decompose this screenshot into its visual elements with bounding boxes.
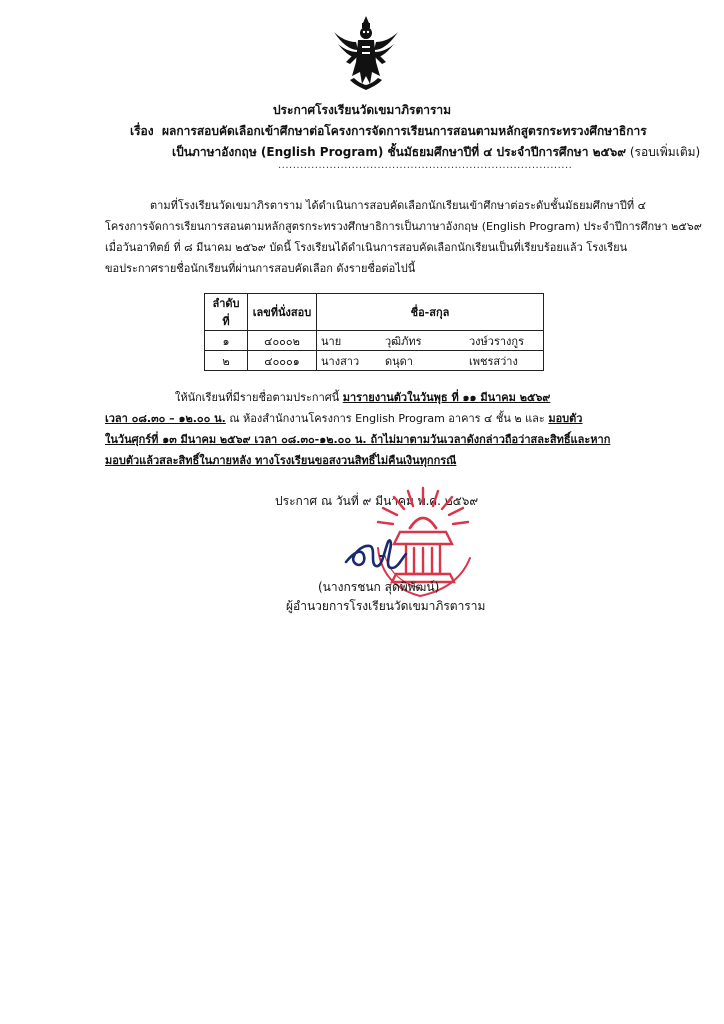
- notice-line-1: [175, 388, 550, 406]
- subject-line-1: [130, 122, 647, 141]
- notice-line-3: ในวันศุกร์ที่ ๑๓ มีนาคม ๒๕๖๙ เวลา ๐๘.๓๐-๑๒.๐๐ น. ถ้าไม่มาตามวันเวลาดังกล่าวถือว่าสละสิทธิ์และหาก: [105, 433, 611, 446]
- header-seat: เลขที่นั่งสอบ: [248, 294, 317, 331]
- row-fullname: [317, 331, 544, 351]
- notice-line-2: [105, 409, 583, 427]
- subject-text-2: เป็นภาษาอังกฤษ (English Program) ชั้นมัธยมศึกษาปีที่ ๔ ประจำปีการศึกษา ๒๕๖๙: [172, 145, 627, 159]
- row-order: ๒: [205, 351, 248, 371]
- row-prefix: นาย: [321, 334, 342, 348]
- garuda-emblem-icon: [332, 14, 400, 92]
- row-last-name: เพชรสว่าง: [469, 354, 518, 368]
- table-row: [205, 351, 544, 371]
- announcement-title: ประกาศโรงเรียนวัดเขมาภิรตาราม: [272, 103, 452, 117]
- subject-suffix: (รอบเพิ่มเติม): [629, 145, 701, 159]
- row-first-name: วุฒิภัทร: [385, 334, 422, 348]
- paragraph-line-1: ตามที่โรงเรียนวัดเขมาภิรตาราม ได้ดำเนินการสอบคัดเลือกนักเรียนเข้าศึกษาต่อระดับชั้นมัธยมศึกษาปีที่ ๔: [150, 199, 646, 212]
- separator-dots: ................................................................................: [278, 160, 573, 171]
- notice-line-2-bold: เวลา ๐๘.๓๐ – ๑๒.๐๐ น.: [105, 412, 226, 425]
- row-fullname: [317, 351, 544, 371]
- row-order: ๑: [205, 331, 248, 351]
- paragraph-line-3: เมื่อวันอาทิตย์ ที่ ๘ มีนาคม ๒๕๖๙ บัดนี้ โรงเรียนได้ดำเนินการสอบคัดเลือกนักเรียนเป็นที่เรียบร้อยแล้ว โรงเรียน: [105, 241, 628, 254]
- notice-line-1-plain: ให้นักเรียนที่มีรายชื่อตามประกาศนี้: [175, 391, 340, 404]
- signature-icon: [340, 532, 418, 574]
- subject-prefix: เรื่อง: [130, 124, 154, 138]
- row-seat: ๔๐๐๐๒: [248, 331, 317, 351]
- results-table: [204, 293, 544, 371]
- row-last-name: วงษ์วรางกูร: [469, 334, 524, 348]
- subject-text-1: ผลการสอบคัดเลือกเข้าศึกษาต่อโครงการจัดการเรียนการสอนตามหลักสูตรกระทรวงศึกษาธิการ: [161, 124, 647, 138]
- header-name: ชื่อ-สกุล: [317, 294, 544, 331]
- table-row: [205, 331, 544, 351]
- header-order: ลำดับที่: [205, 294, 248, 331]
- notice-line-1-bold: มารายงานตัวในวันพุธ ที่ ๑๑ มีนาคม ๒๕๖๙: [342, 391, 551, 404]
- table-header-row: [205, 294, 544, 331]
- paragraph-line-4: ขอประกาศรายชื่อนักเรียนที่ผ่านการสอบคัดเลือก ดังรายชื่อต่อไปนี้: [105, 262, 416, 275]
- row-seat: ๔๐๐๐๑: [248, 351, 317, 371]
- signer-title: ผู้อำนวยการโรงเรียนวัดเขมาภิรตาราม: [286, 599, 486, 613]
- signer-name: (นางกรชนก สุดพิพัฒน์): [318, 580, 440, 594]
- paragraph-line-2: โครงการจัดการเรียนการสอนตามหลักสูตรกระทรวงศึกษาธิการเป็นภาษาอังกฤษ (English Program) ประจำปีการศึกษา ๒๕๖๙: [105, 220, 702, 233]
- notice-line-2-plain: ณ ห้องสำนักงานโครงการ English Program อาคาร ๔ ชั้น ๒ และ: [229, 412, 545, 425]
- row-first-name: ดนุดา: [385, 354, 413, 368]
- notice-line-2-bold-2: มอบตัว: [548, 412, 583, 425]
- announcement-date: ประกาศ ณ วันที่ ๙ มีนาคม พ.ศ. ๒๕๖๙: [275, 494, 479, 508]
- notice-line-4: มอบตัวแล้วสละสิทธิ์ในภายหลัง ทางโรงเรียนขอสงวนสิทธิ์ไม่คืนเงินทุกกรณี: [105, 454, 457, 467]
- row-prefix: นางสาว: [321, 354, 360, 368]
